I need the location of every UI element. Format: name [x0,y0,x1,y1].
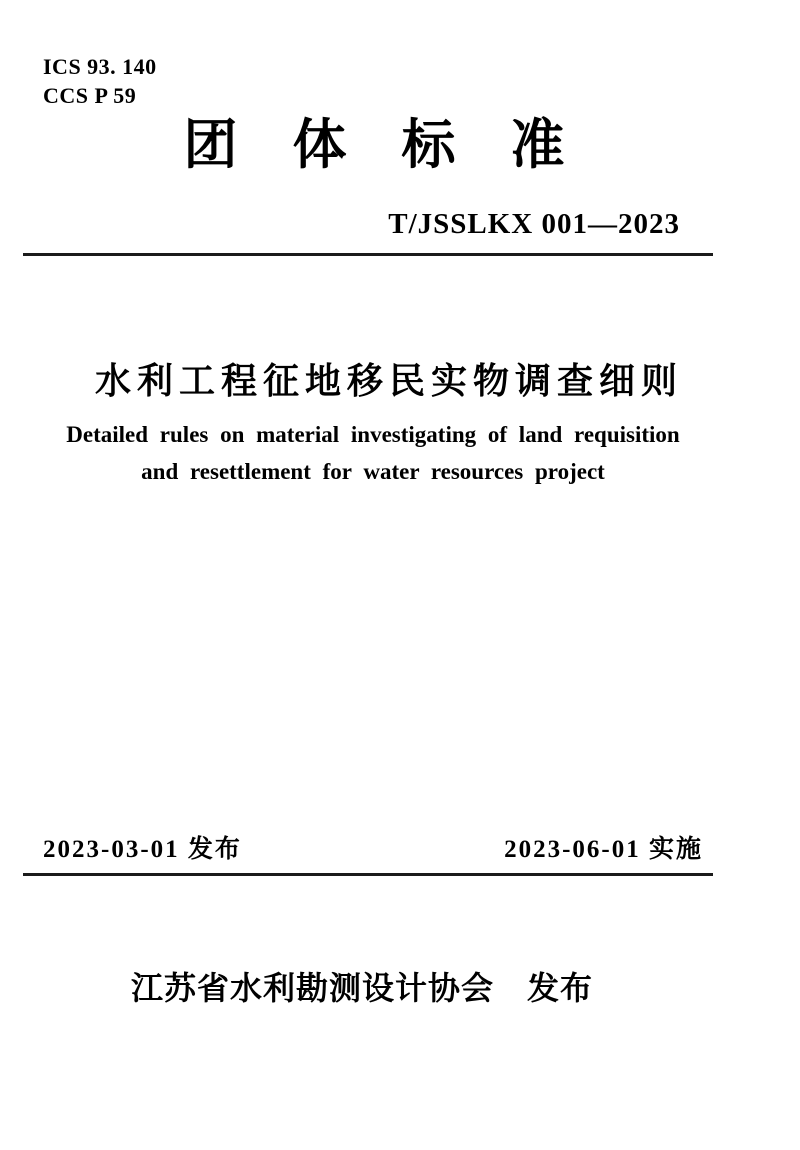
issue-date: 2023-03-01 发布 [43,836,242,863]
standard-number: T/JSSLKX 001—2023 [388,208,680,240]
title-english [0,416,746,490]
date-row [43,829,703,865]
ccs-code: CCS P 59 [43,83,137,108]
title-english-line1: Detailed rules on material investigating of land requisition [66,422,680,447]
title-chinese: 水利工程征地移民实物调查细则 [94,360,683,401]
ics-code: ICS 93. 140 [43,54,157,79]
implementation-date: 2023-06-01 实施 [504,836,703,863]
publisher-line: 江苏省水利勘测设计协会 发布 [130,970,593,1006]
bottom-rule [23,873,713,876]
title-english-line2: and resettlement for water resources project [141,459,605,484]
classification-codes [43,52,157,110]
top-rule [23,253,713,256]
standard-type-heading: 团体标准 [183,115,620,175]
